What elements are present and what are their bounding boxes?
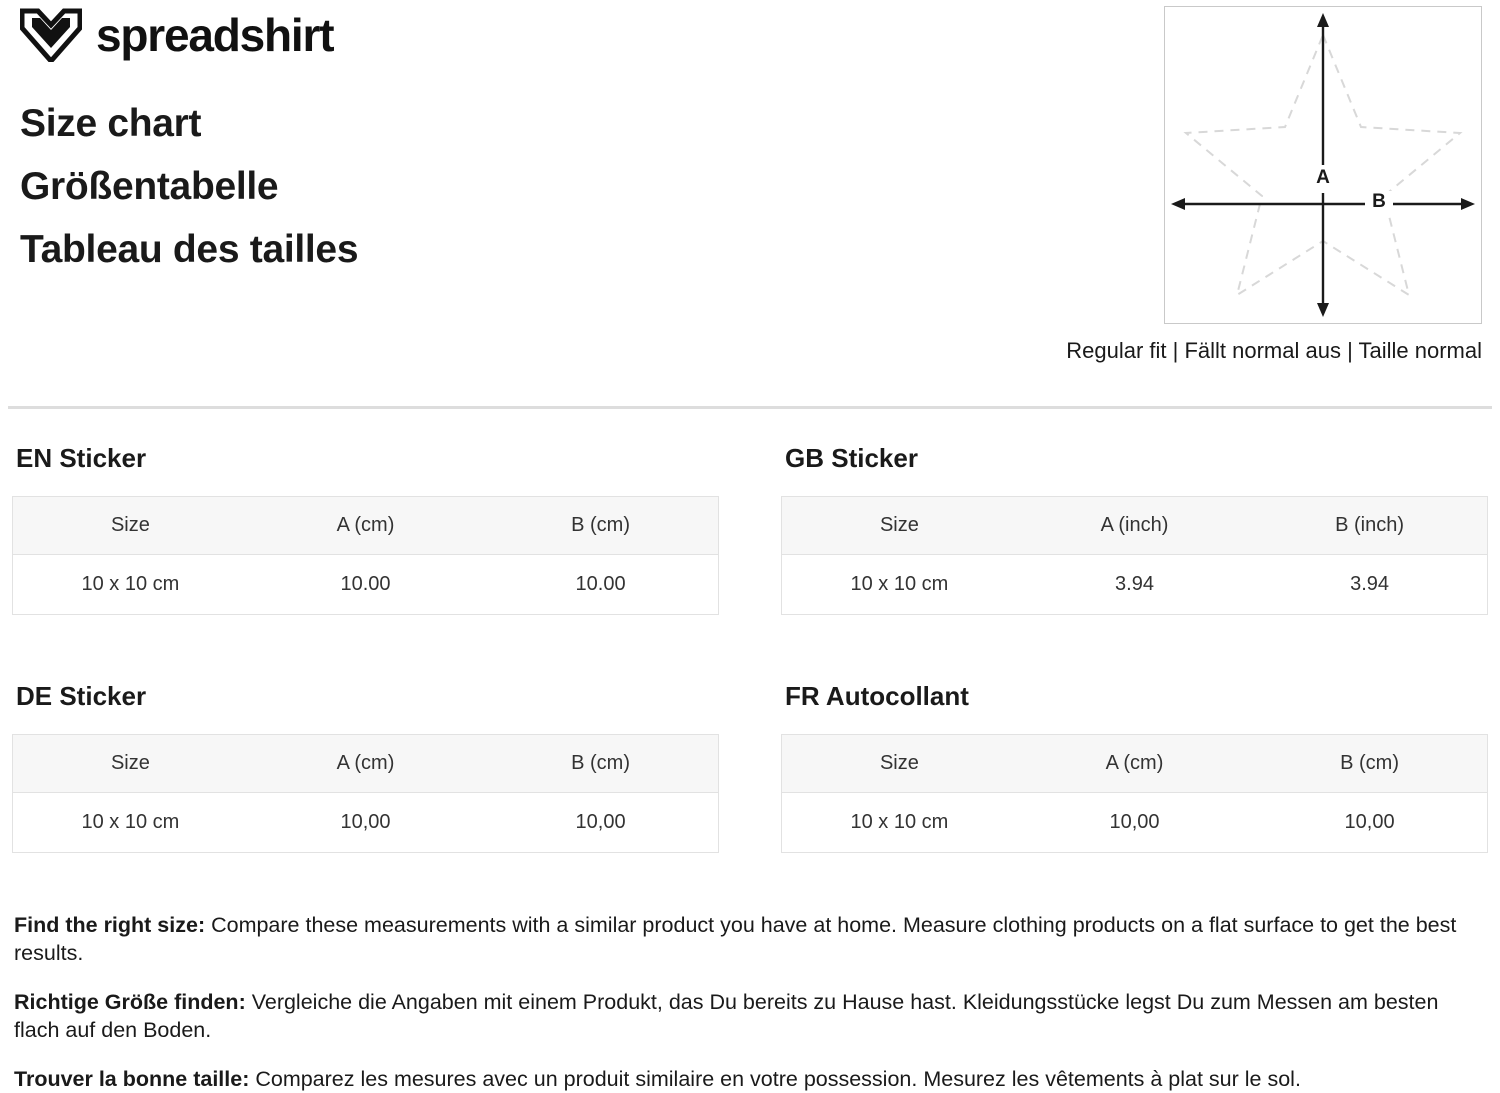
- page-header: [8, 0, 1492, 364]
- note-en-lead: Find the right size:: [14, 913, 206, 937]
- column-header-a: A (cm): [248, 497, 483, 555]
- table-title-de: DE Sticker: [16, 681, 147, 711]
- column-header-a: A (cm): [248, 735, 483, 793]
- column-header-b: B (cm): [483, 735, 718, 793]
- table-block-gb: [781, 443, 1488, 615]
- cell-size: 10 x 10 cm: [13, 555, 248, 615]
- table-header-row: [13, 735, 719, 793]
- page-title-fr: Tableau des tailles: [20, 228, 359, 272]
- table-header-row: [782, 735, 1488, 793]
- column-header-size: Size: [782, 497, 1017, 555]
- diagram-label-a: A: [1316, 167, 1330, 188]
- page-title: [20, 92, 358, 282]
- cell-b: 10,00: [1252, 793, 1487, 853]
- table-block-en: [12, 443, 719, 615]
- table-header-row: [13, 497, 719, 555]
- table-header-row: [782, 497, 1488, 555]
- cell-a: 10,00: [1017, 793, 1252, 853]
- column-header-size: Size: [782, 735, 1017, 793]
- fit-caption: Regular fit | Fällt normal aus | Taille normal: [1066, 338, 1482, 363]
- cell-a: 10.00: [248, 555, 483, 615]
- notes-section: [8, 911, 1492, 1093]
- cell-a: 3.94: [1017, 555, 1252, 615]
- table-row: [782, 793, 1488, 853]
- column-header-b: B (cm): [1252, 735, 1487, 793]
- column-header-a: A (cm): [1017, 735, 1252, 793]
- header-divider: [8, 406, 1492, 409]
- spreadshirt-heart-logo-icon: [20, 8, 82, 62]
- brand-name: spreadshirt: [96, 9, 334, 61]
- note-de-lead: Richtige Größe finden:: [14, 989, 246, 1014]
- size-table-gb: [781, 496, 1488, 615]
- page-title-en: Size chart: [20, 102, 202, 145]
- cell-size: 10 x 10 cm: [782, 555, 1017, 615]
- size-table-de: [12, 734, 719, 853]
- header-left: [8, 6, 358, 282]
- measurement-diagram: [1164, 6, 1482, 324]
- diagram-label-b: B: [1372, 191, 1386, 212]
- note-de-text: Vergleiche die Angaben mit einem Produkt, das Du bereits zu Hause hast. Kleidungsstücke legst Du zum Messen am besten flach auf den Boden.: [14, 989, 1439, 1043]
- cell-b: 10,00: [483, 793, 718, 853]
- cell-size: 10 x 10 cm: [13, 793, 248, 853]
- column-header-size: Size: [13, 497, 248, 555]
- cell-size: 10 x 10 cm: [782, 793, 1017, 853]
- tables-row-gap-right: [781, 625, 1488, 681]
- size-tables: [8, 443, 1492, 863]
- size-table-fr: [781, 734, 1488, 853]
- note-fr-lead: Trouver la bonne taille:: [14, 1066, 250, 1091]
- note-de: [14, 988, 1486, 1045]
- table-title-gb: GB Sticker: [785, 443, 918, 473]
- brand-logo: [20, 8, 358, 62]
- size-table-en: [12, 496, 719, 615]
- column-header-a: A (inch): [1017, 497, 1252, 555]
- header-right: [1066, 6, 1492, 364]
- table-row: [782, 555, 1488, 615]
- column-header-b: B (inch): [1252, 497, 1487, 555]
- note-fr-text: Comparez les mesures avec un produit similaire en votre possession. Mesurez les vêtements à plat sur le sol.: [249, 1066, 1301, 1091]
- page-title-de: Größentabelle: [20, 165, 279, 209]
- column-header-b: B (cm): [483, 497, 718, 555]
- note-fr: [14, 1065, 1486, 1093]
- table-block-fr: [781, 681, 1488, 853]
- table-title-fr: FR Autocollant: [785, 681, 969, 711]
- table-row: [13, 793, 719, 853]
- cell-b: 10.00: [483, 555, 718, 615]
- tables-row-gap-left: [12, 625, 719, 681]
- table-row: [13, 555, 719, 615]
- column-header-size: Size: [13, 735, 248, 793]
- note-en: [14, 911, 1486, 968]
- table-block-de: [12, 681, 719, 853]
- cell-b: 3.94: [1252, 555, 1487, 615]
- note-en-text: Compare these measurements with a similar product you have at home. Measure clothing products on a flat surface to get the best results.: [14, 913, 1457, 966]
- table-title-en: EN Sticker: [16, 443, 147, 473]
- cell-a: 10,00: [248, 793, 483, 853]
